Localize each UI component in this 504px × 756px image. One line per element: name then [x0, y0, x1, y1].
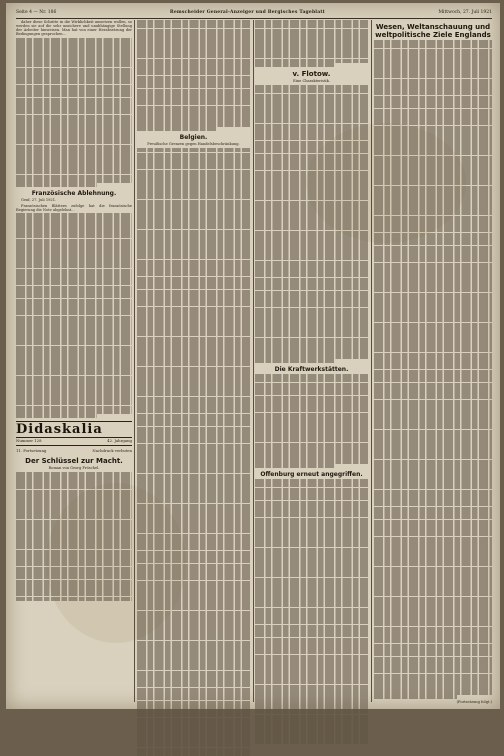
text-block	[137, 148, 250, 756]
text-block	[255, 20, 368, 67]
text-block	[255, 374, 368, 468]
text-block	[255, 85, 368, 363]
section-heading: Belgien.	[179, 134, 208, 142]
section-heading: Die Kraftwerkstätten.	[274, 366, 349, 374]
serial-info-row	[16, 448, 132, 454]
serial-author: Roman von Georg Fröschel.	[48, 466, 100, 471]
feuilleton-masthead	[16, 421, 132, 446]
section-heading: Wesen, Weltanschauung und weltpolitische Ziele Englands	[375, 23, 491, 39]
column-2	[137, 20, 250, 702]
section-heading: Französische Ablehnung.	[31, 190, 117, 198]
masthead-volume: 42. Jahrgang	[107, 438, 132, 444]
column-1-intro: daher diese Schritte in die Wirklichkeit umsetzen wollen, so werden sie auf die sehr unsichere und unabhängige Stellung der Arbeiter hinweisen. Man hat von einer Herabsetzung der Bedingungen gesprochen...	[16, 20, 132, 37]
section-heading: v. Flotow.	[292, 69, 331, 78]
section-heading: Offenburg erneut angegriffen.	[260, 471, 363, 479]
column-3	[255, 20, 368, 702]
text-block	[16, 472, 132, 600]
serial-part: 11. Fortsetzung	[16, 448, 47, 454]
serial-title: Der Schlüssel zur Macht.	[25, 457, 123, 466]
section-subheading: Eine Charakteristik.	[293, 78, 330, 83]
section-text: Französischen Blättern zufolge hat die französische Regierung die Note abgelehnt...	[16, 203, 132, 212]
column-1	[16, 20, 132, 702]
column-4	[374, 20, 492, 705]
continuation-note: (Fortsetzung folgt.)	[456, 700, 492, 705]
column-rule	[371, 20, 372, 702]
serial-notice: Nachdruck verboten	[92, 448, 132, 454]
text-block	[16, 213, 132, 418]
header-left: Seite 4 — Nr. 186	[16, 9, 57, 15]
newspaper-page	[6, 3, 500, 709]
text-block	[255, 479, 368, 744]
section-dateline: Genf, 27. Juli 1921.	[21, 198, 57, 203]
header-right: Mittwoch, 27. Juli 1921	[438, 9, 492, 15]
masthead-title: Didaskalia	[16, 422, 103, 438]
header-center: Remscheider General-Anzeiger und Bergisches Tageblatt	[169, 9, 325, 15]
text-block	[16, 38, 132, 188]
column-rule	[253, 20, 254, 702]
text-block	[374, 40, 492, 699]
page-header	[16, 6, 492, 19]
masthead-number: Nummer 128	[16, 438, 42, 444]
masthead-info-row	[16, 437, 132, 444]
text-block	[137, 20, 250, 131]
column-rule	[134, 20, 135, 702]
section-subheading: Preußische Grenzen gegen Handelsbeschränkung.	[147, 142, 240, 147]
